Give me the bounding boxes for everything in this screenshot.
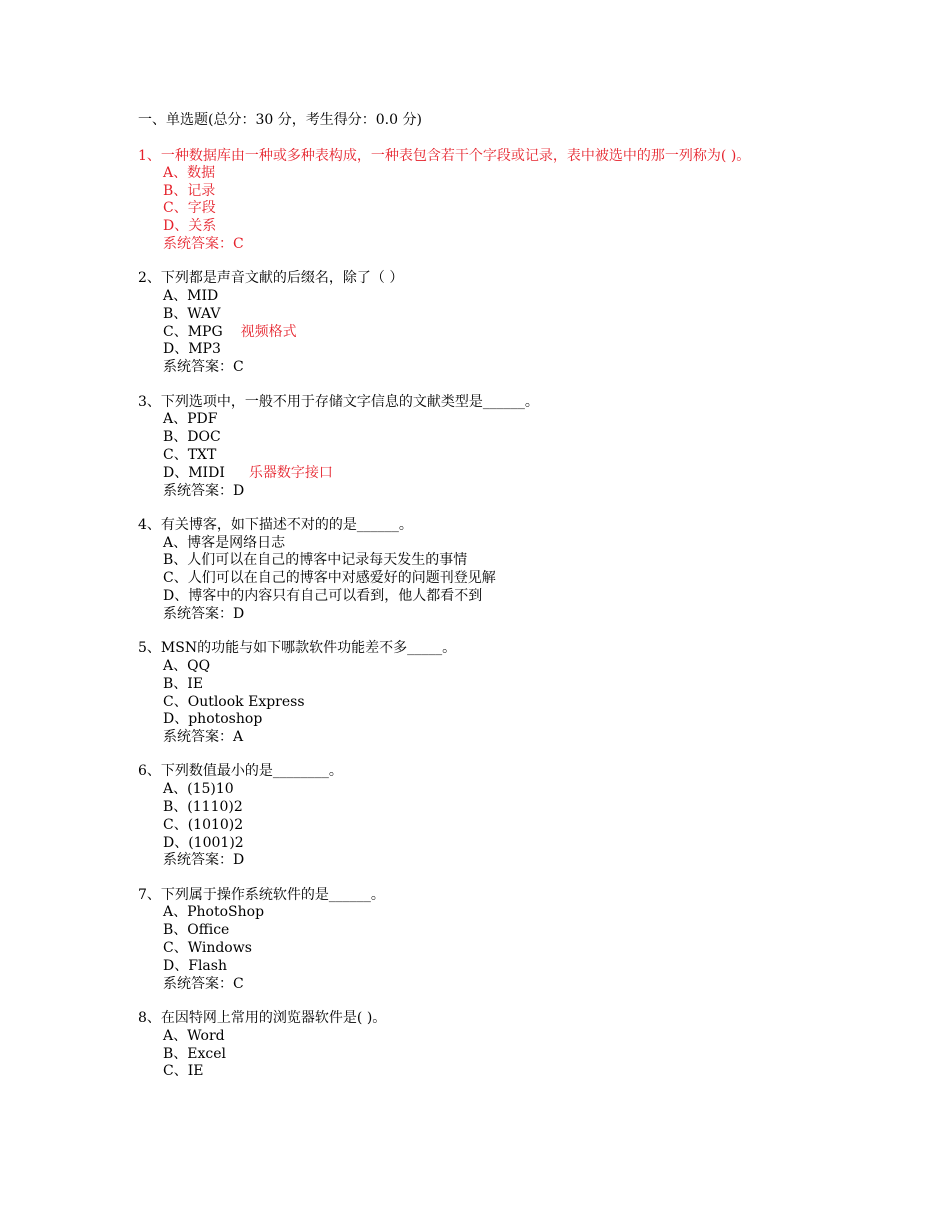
option-d: D、Flash — [163, 957, 227, 974]
question-stem: 8、在因特网上常用的浏览器软件是( )。 — [138, 1009, 387, 1026]
option-b: B、Office — [163, 922, 230, 939]
option-b: B、IE — [163, 675, 204, 692]
option-a: A、PDF — [163, 411, 218, 428]
option-b: B、Excel — [163, 1045, 227, 1062]
option-c-row — [138, 324, 818, 342]
question-stem: 6、下列数值最小的是________。 — [138, 763, 343, 780]
question-8 — [138, 1010, 818, 1081]
option-b: B、(1110)2 — [163, 799, 243, 815]
question-stem: 4、有关博客，如下描述不对的的是______。 — [138, 516, 413, 533]
question-3 — [138, 394, 818, 501]
option-a: A、数据 — [163, 164, 216, 181]
question-7 — [138, 887, 818, 994]
option-a: A、Word — [163, 1027, 225, 1044]
section-title: 一、单选题(总分：30 分，考生得分：0.0 分) — [138, 112, 422, 128]
option-a: A、QQ — [163, 657, 211, 674]
question-1 — [138, 147, 818, 254]
question-stem: 5、MSN的功能与如下哪款软件功能差不多_____。 — [138, 640, 457, 657]
option-c: C、Windows — [163, 940, 252, 957]
question-stem: 1、一种数据库由一种或多种表构成，一种表包含若干个字段或记录，表中被选中的那一列称为( )。 — [138, 147, 751, 164]
option-b: B、人们可以在自己的博客中记录每天发生的事情 — [163, 552, 468, 569]
option-d: D、MIDI — [163, 464, 225, 481]
system-answer: 系统答案：D — [163, 482, 245, 499]
option-c: C、TXT — [163, 446, 217, 463]
option-d: D、关系 — [163, 218, 217, 235]
system-answer: 系统答案：A — [163, 729, 244, 746]
option-note: 视频格式 — [240, 323, 297, 340]
option-b: B、记录 — [163, 182, 216, 199]
option-d-row — [138, 465, 818, 483]
option-a: A、(15)10 — [163, 781, 234, 798]
option-c: C、人们可以在自己的博客中对感爱好的问题刊登见解 — [163, 570, 496, 587]
question-2 — [138, 270, 818, 377]
option-note: 乐器数字接口 — [248, 464, 333, 481]
exam-page — [138, 112, 818, 1098]
system-answer: 系统答案：C — [163, 975, 244, 992]
question-stem: 3、下列选项中，一般不用于存储文字信息的文献类型是______。 — [138, 393, 539, 410]
option-a: A、博客是网络日志 — [163, 534, 286, 551]
option-d: D、photoshop — [163, 711, 263, 728]
question-5 — [138, 640, 818, 747]
question-stem: 7、下列属于操作系统软件的是______。 — [138, 886, 385, 903]
option-a: A、PhotoShop — [163, 904, 265, 921]
option-d: D、MP3 — [163, 341, 221, 358]
system-answer: 系统答案：D — [163, 605, 245, 622]
option-c: C、字段 — [163, 200, 216, 217]
option-c: C、MPG — [163, 323, 223, 340]
option-d: D、(1001)2 — [163, 834, 244, 851]
option-b: B、WAV — [163, 305, 221, 322]
system-answer: 系统答案：C — [163, 235, 244, 252]
option-b: B、DOC — [163, 429, 221, 446]
option-c: C、(1010)2 — [163, 816, 244, 833]
option-c: C、Outlook Express — [163, 693, 305, 710]
option-d: D、博客中的内容只有自己可以看到，他人都看不到 — [163, 588, 483, 605]
question-6 — [138, 763, 818, 870]
option-c: C、IE — [163, 1063, 204, 1080]
question-stem: 2、下列都是声音文献的后缀名，除了（ ） — [138, 270, 404, 287]
system-answer: 系统答案：D — [163, 852, 245, 869]
system-answer: 系统答案：C — [163, 359, 244, 376]
option-a: A、MID — [163, 288, 219, 305]
question-4 — [138, 517, 818, 624]
